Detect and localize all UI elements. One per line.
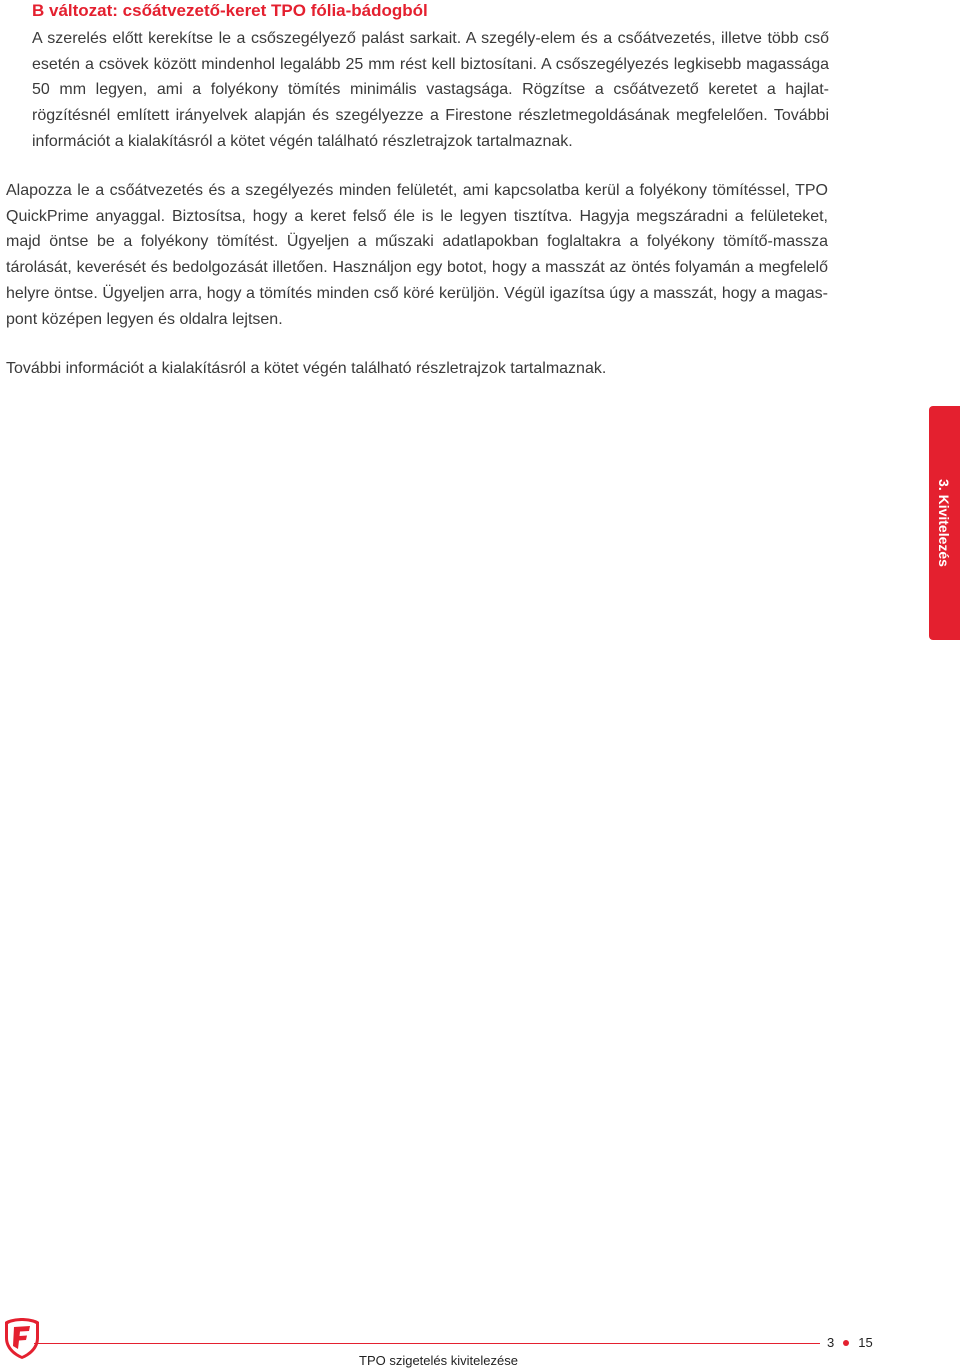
footer-rule [34, 1343, 820, 1344]
bullet-dot-icon [843, 1340, 849, 1346]
section-heading: B változat: csőátvezető-keret TPO fólia-bádogból [32, 1, 428, 20]
paragraph-2: Alapozza le a csőátvezetés és a szegélyezés minden felületét, ami kapcsolatba kerül a folyékony tömítéssel, TPO QuickPrime anyaggal. Biztosítsa, hogy a keret felső éle is le legyen tisztítva. Hagyja megszáradni a felületeket, majd öntse be a folyékony tömítést. Ügyeljen a műszaki adatlapokban foglaltakra a folyékony tömítő-massza tárolását, keverését és bedolgozását illetően. Használjon egy botot, hogy a masszát az öntés folyamán a megfelelő helyre öntse. Ügyeljen arra, hogy a tömítés minden cső köré kerüljön. Végül igazítsa úgy a masszát, hogy a magas-pont középen legyen és oldalra lejtsen. [6, 182, 828, 328]
paragraph-1: A szerelés előtt kerekítse le a csőszegélyező palást sarkait. A szegély-elem és a csőátvezetés, illetve több cső esetén a csövek között mindenhol legalább 25 mm rést kell biztosítani. A csőszegélyezés legkisebb magassága 50 mm legyen, ami a folyékony tömítés minimális vastagsága. Rögzítse a csőátvezető keretet a hajlatrögzítésnél említett irányelvek alapján és szegélyezze a Firestone részletmegoldásának megfelelően. További információt a kialakításról a kötet végén található részletrajzok tartalmaznak. [32, 30, 829, 150]
page-number-value: 15 [858, 1335, 873, 1350]
chapter-side-tab [929, 406, 960, 640]
firestone-f-logo-icon [3, 1316, 41, 1360]
paragraph-3: További információt a kialakításról a kötet végén található részletrajzok tartalmaznak. [6, 360, 607, 377]
chapter-side-tab-label: 3. Kivitelezés [936, 479, 953, 567]
page-number [827, 1335, 873, 1350]
footer-title: TPO szigetelés kivitelezése [359, 1353, 518, 1368]
chapter-number: 3 [827, 1335, 835, 1350]
